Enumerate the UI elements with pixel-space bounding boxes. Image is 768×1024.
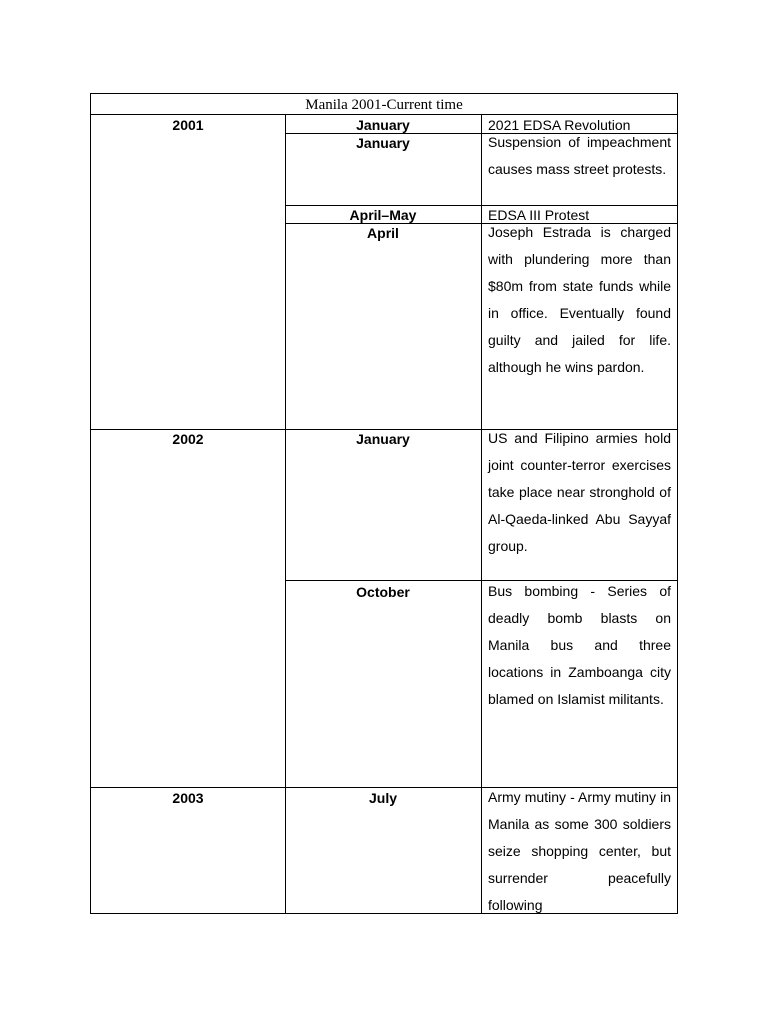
event-description: Bus bombing - Series of deadly bomb blasts on Manila bus and three locations in Zamboanga city blamed on Islamist militants. [488, 583, 671, 707]
event-description: Joseph Estrada is charged with plundering more than $80m from state funds while in office. Eventually found guilty and jailed for life. although he wins pardon. [488, 224, 671, 375]
year-cell: 2002 [172, 431, 204, 447]
month-cell: January [356, 135, 410, 151]
event-description: EDSA III Protest [488, 207, 590, 223]
column-divider-2 [481, 114, 482, 914]
month-cell: January [356, 431, 410, 447]
event-description: Suspension of impeachment causes mass street protests. [488, 134, 671, 177]
table-border-top [90, 93, 678, 94]
event-description: US and Filipino armies hold joint counter-terror exercises take place near stronghold of Al-Qaeda-linked Abu Sayyaf group. [488, 430, 671, 554]
month-cell: October [356, 584, 410, 600]
year-cell: 2001 [172, 117, 204, 133]
event-description: Army mutiny - Army mutiny in Manila as some 300 soldiers seize shopping center, but surrender peacefully following [488, 789, 671, 913]
month-cell: April–May [349, 207, 417, 223]
month-cell: January [356, 117, 410, 133]
table-border-right [677, 93, 678, 914]
event-description: 2021 EDSA Revolution [488, 117, 631, 133]
month-cell: April [367, 225, 399, 241]
table-title: Manila 2001-Current time [305, 97, 463, 113]
month-cell: July [368, 790, 397, 806]
year-cell: 2003 [172, 790, 204, 806]
